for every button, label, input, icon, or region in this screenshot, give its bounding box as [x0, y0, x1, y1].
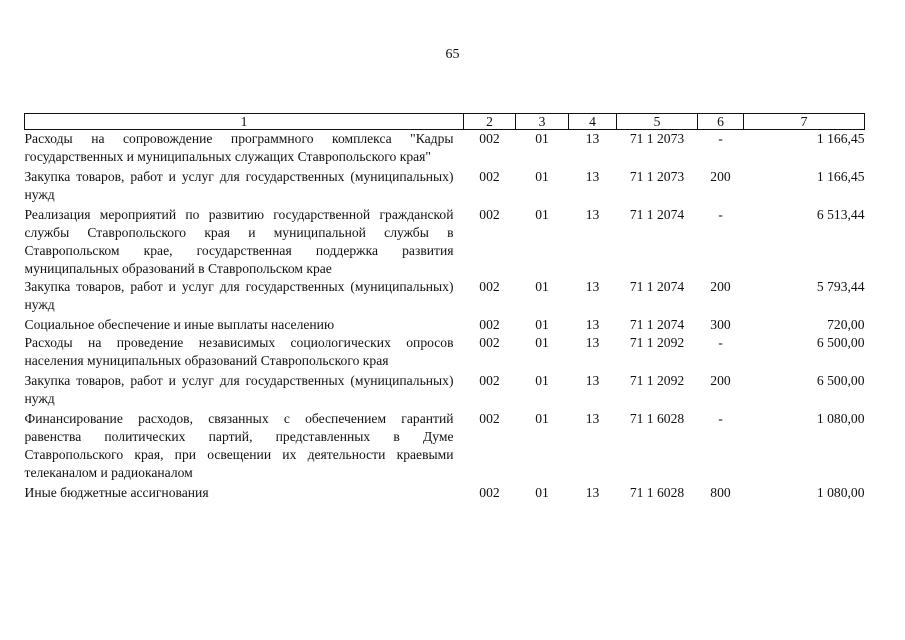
ministry-code: 002: [479, 207, 500, 222]
ministry-code: 002: [479, 279, 500, 294]
target-article-code: 71 1 2092: [629, 335, 685, 350]
ministry-code: 002: [479, 485, 500, 500]
section-code: 01: [535, 207, 549, 222]
subsection-code: 13: [585, 169, 600, 184]
column-header: 5: [617, 114, 698, 130]
target-article-code: 71 1 2074: [629, 317, 685, 332]
section-code: 01: [535, 169, 549, 184]
amount: 1 166,45: [816, 169, 865, 184]
expense-type-code: 200: [710, 373, 731, 388]
expense-name: Закупка товаров, работ и услуг для государственных (муниципальных) нужд: [24, 169, 454, 202]
ministry-code: 002: [479, 335, 500, 350]
expense-type-code: -: [718, 131, 723, 146]
table-row: [25, 168, 865, 206]
expense-name: Реализация мероприятий по развитию государственной гражданской службы Ставропольского края и муниципальной службы в Ставропольском крае, государственная поддержка развития муниципальных образований в Ставропольском крае: [24, 207, 454, 276]
expense-name: Иные бюджетные ассигнования: [24, 485, 209, 500]
section-code: 01: [535, 373, 549, 388]
subsection-code: 13: [585, 131, 600, 146]
column-header: 2: [464, 114, 516, 130]
subsection-code: 13: [585, 207, 600, 222]
amount: 5 793,44: [816, 279, 865, 294]
ministry-code: 002: [479, 169, 500, 184]
table-header-row: [25, 114, 865, 130]
subsection-code: 13: [585, 317, 600, 332]
amount: 6 500,00: [816, 373, 865, 388]
expense-type-code: 800: [710, 485, 731, 500]
target-article-code: 71 1 6028: [629, 485, 685, 500]
expense-type-code: -: [718, 207, 723, 222]
expense-name: Закупка товаров, работ и услуг для государственных (муниципальных) нужд: [24, 279, 454, 312]
section-code: 01: [535, 279, 549, 294]
table-row: [25, 316, 865, 334]
subsection-code: 13: [585, 279, 600, 294]
column-header: 1: [25, 114, 464, 130]
expense-name: Расходы на проведение независимых социологических опросов населения муниципальных образований Ставропольского края: [24, 335, 454, 368]
expense-name: Финансирование расходов, связанных с обеспечением гарантий равенства политических партий, представленных в Думе Ставропольского края, при освещении их деятельности краевыми телеканалом и радиоканалом: [24, 411, 454, 480]
amount: 1 080,00: [816, 411, 865, 426]
table-row: [25, 278, 865, 316]
amount: 1 080,00: [816, 485, 865, 500]
target-article-code: 71 1 6028: [629, 411, 685, 426]
section-code: 01: [535, 411, 549, 426]
ministry-code: 002: [479, 317, 500, 332]
expense-name: Социальное обеспечение и иные выплаты населению: [24, 317, 335, 332]
expense-type-code: 200: [710, 279, 731, 294]
subsection-code: 13: [585, 411, 600, 426]
budget-table: [24, 113, 865, 502]
page-number: 65: [445, 47, 460, 62]
expense-name: Расходы на сопровождение программного комплекса "Кадры государственных и муниципальных служащих Ставропольского края": [24, 131, 454, 164]
section-code: 01: [535, 131, 549, 146]
amount: 6 513,44: [816, 207, 865, 222]
amount: 720,00: [827, 317, 865, 332]
table-row: [25, 206, 865, 278]
target-article-code: 71 1 2073: [629, 169, 685, 184]
target-article-code: 71 1 2074: [629, 279, 685, 294]
section-code: 01: [535, 335, 549, 350]
amount: 1 166,45: [816, 131, 865, 146]
expense-type-code: -: [718, 411, 723, 426]
subsection-code: 13: [585, 485, 600, 500]
table-row: [25, 410, 865, 484]
column-header: 7: [744, 114, 865, 130]
amount: 6 500,00: [816, 335, 865, 350]
subsection-code: 13: [585, 335, 600, 350]
table-row: [25, 334, 865, 372]
ministry-code: 002: [479, 131, 500, 146]
section-code: 01: [535, 485, 549, 500]
column-header: 3: [516, 114, 569, 130]
column-header: 4: [569, 114, 617, 130]
expense-name: Закупка товаров, работ и услуг для государственных (муниципальных) нужд: [24, 373, 454, 406]
expense-type-code: -: [718, 335, 723, 350]
expense-type-code: 300: [710, 317, 731, 332]
target-article-code: 71 1 2092: [629, 373, 685, 388]
table-row: [25, 372, 865, 410]
ministry-code: 002: [479, 411, 500, 426]
section-code: 01: [535, 317, 549, 332]
target-article-code: 71 1 2074: [629, 207, 685, 222]
column-header: 6: [698, 114, 744, 130]
subsection-code: 13: [585, 373, 600, 388]
ministry-code: 002: [479, 373, 500, 388]
target-article-code: 71 1 2073: [629, 131, 685, 146]
table-row: [25, 130, 865, 169]
expense-type-code: 200: [710, 169, 731, 184]
table-row: [25, 484, 865, 502]
